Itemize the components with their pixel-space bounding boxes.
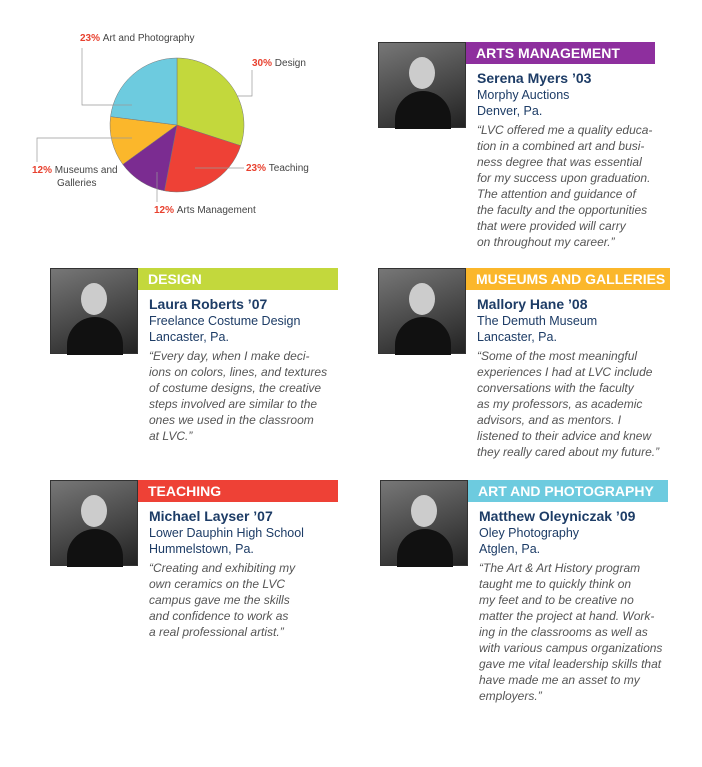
profile-photo [378, 42, 466, 128]
quote-line: “Some of the most meaningful [477, 349, 638, 363]
quote-line: tion in a combined art and busi- [477, 139, 645, 153]
quote-line: with various campus organizations [479, 641, 663, 655]
alumni-name: Serena Myers ’03 [477, 70, 592, 86]
quote-line: advisors, and as mentors. I [477, 413, 622, 427]
quote-line: campus gave me the skills [149, 593, 290, 607]
profile-photo [378, 268, 466, 354]
profile-photo [380, 480, 468, 566]
alumni-name: Michael Layser ’07 [149, 508, 273, 524]
quote-line: of costume designs, the creative [149, 381, 322, 395]
quote-line: “The Art & Art History program [479, 561, 641, 575]
alumni-name: Mallory Hane ’08 [477, 296, 588, 312]
quote-line: ions on colors, lines, and textures [149, 365, 328, 379]
quote-line: “LVC offered me a quality educa- [477, 123, 653, 137]
location: Denver, Pa. [477, 104, 543, 118]
organization: Morphy Auctions [477, 88, 570, 102]
slice-label: 23% Teaching [246, 163, 309, 174]
pie-slice-art-and-photography [111, 58, 177, 125]
quote-line: employers.” [479, 689, 542, 703]
quote-line: for my success upon graduation. [477, 171, 651, 185]
location: Lancaster, Pa. [477, 330, 557, 344]
organization: Oley Photography [479, 526, 580, 540]
testimonial-quote [479, 560, 679, 704]
leader-line [237, 70, 252, 96]
slice-label: 12% Arts Management [154, 205, 256, 216]
quote-line: at LVC.” [149, 429, 193, 443]
category-header: ART AND PHOTOGRAPHY [468, 480, 668, 502]
quote-line: “Every day, when I make deci- [149, 349, 310, 363]
quote-line: “Creating and exhibiting my [149, 561, 296, 575]
quote-line: taught me to quickly think on [479, 577, 632, 591]
alumni-name: Laura Roberts ’07 [149, 296, 268, 312]
location: Hummelstown, Pa. [149, 542, 254, 556]
slice-label: 23% Art and Photography [80, 33, 195, 44]
quote-line: ness degree that was essential [477, 155, 642, 169]
testimonial-quote [149, 560, 349, 640]
quote-line: ing in the classrooms as well as [479, 625, 648, 639]
organization: Lower Dauphin High School [149, 526, 304, 540]
slice-label: 30% Design [252, 58, 306, 69]
quote-line: have made me an asset to my [479, 673, 640, 687]
testimonial-quote [477, 122, 677, 250]
location: Atglen, Pa. [479, 542, 541, 556]
category-header: TEACHING [138, 480, 338, 502]
location: Lancaster, Pa. [149, 330, 229, 344]
quote-line: they really cared about my future.” [477, 445, 660, 459]
profile-photo [50, 480, 138, 566]
category-header: DESIGN [138, 268, 338, 290]
quote-line: listened to their advice and knew [477, 429, 652, 443]
pie-chart [0, 0, 340, 230]
slice-label: 12% Museums and Galleries [32, 165, 118, 189]
quote-line: experiences I had at LVC include [477, 365, 653, 379]
quote-line: steps involved are similar to the [149, 397, 318, 411]
testimonial-quote [149, 348, 349, 444]
quote-line: gave me vital leadership skills that [479, 657, 662, 671]
quote-line: the faculty and the opportunities [477, 203, 648, 217]
profile-photo [50, 268, 138, 354]
organization: The Demuth Museum [477, 314, 598, 328]
quote-line: own ceramics on the LVC [149, 577, 286, 591]
quote-line: on throughout my career.” [477, 235, 615, 249]
category-header: MUSEUMS AND GALLERIES [466, 268, 670, 290]
quote-line: conversations with the faculty [477, 381, 634, 395]
organization: Freelance Costume Design [149, 314, 301, 328]
quote-line: and confidence to work as [149, 609, 289, 623]
quote-line: my feet and to be creative no [479, 593, 634, 607]
testimonial-quote [477, 348, 677, 460]
quote-line: matter the project at hand. Work- [479, 609, 655, 623]
quote-line: as my professors, as academic [477, 397, 643, 411]
alumni-name: Matthew Oleyniczak ’09 [479, 508, 636, 524]
category-header: ARTS MANAGEMENT [466, 42, 655, 64]
quote-line: that were provided will carry [477, 219, 626, 233]
quote-line: ones we used in the classroom [149, 413, 314, 427]
quote-line: a real professional artist.” [149, 625, 284, 639]
quote-line: The attention and guidance of [477, 187, 636, 201]
